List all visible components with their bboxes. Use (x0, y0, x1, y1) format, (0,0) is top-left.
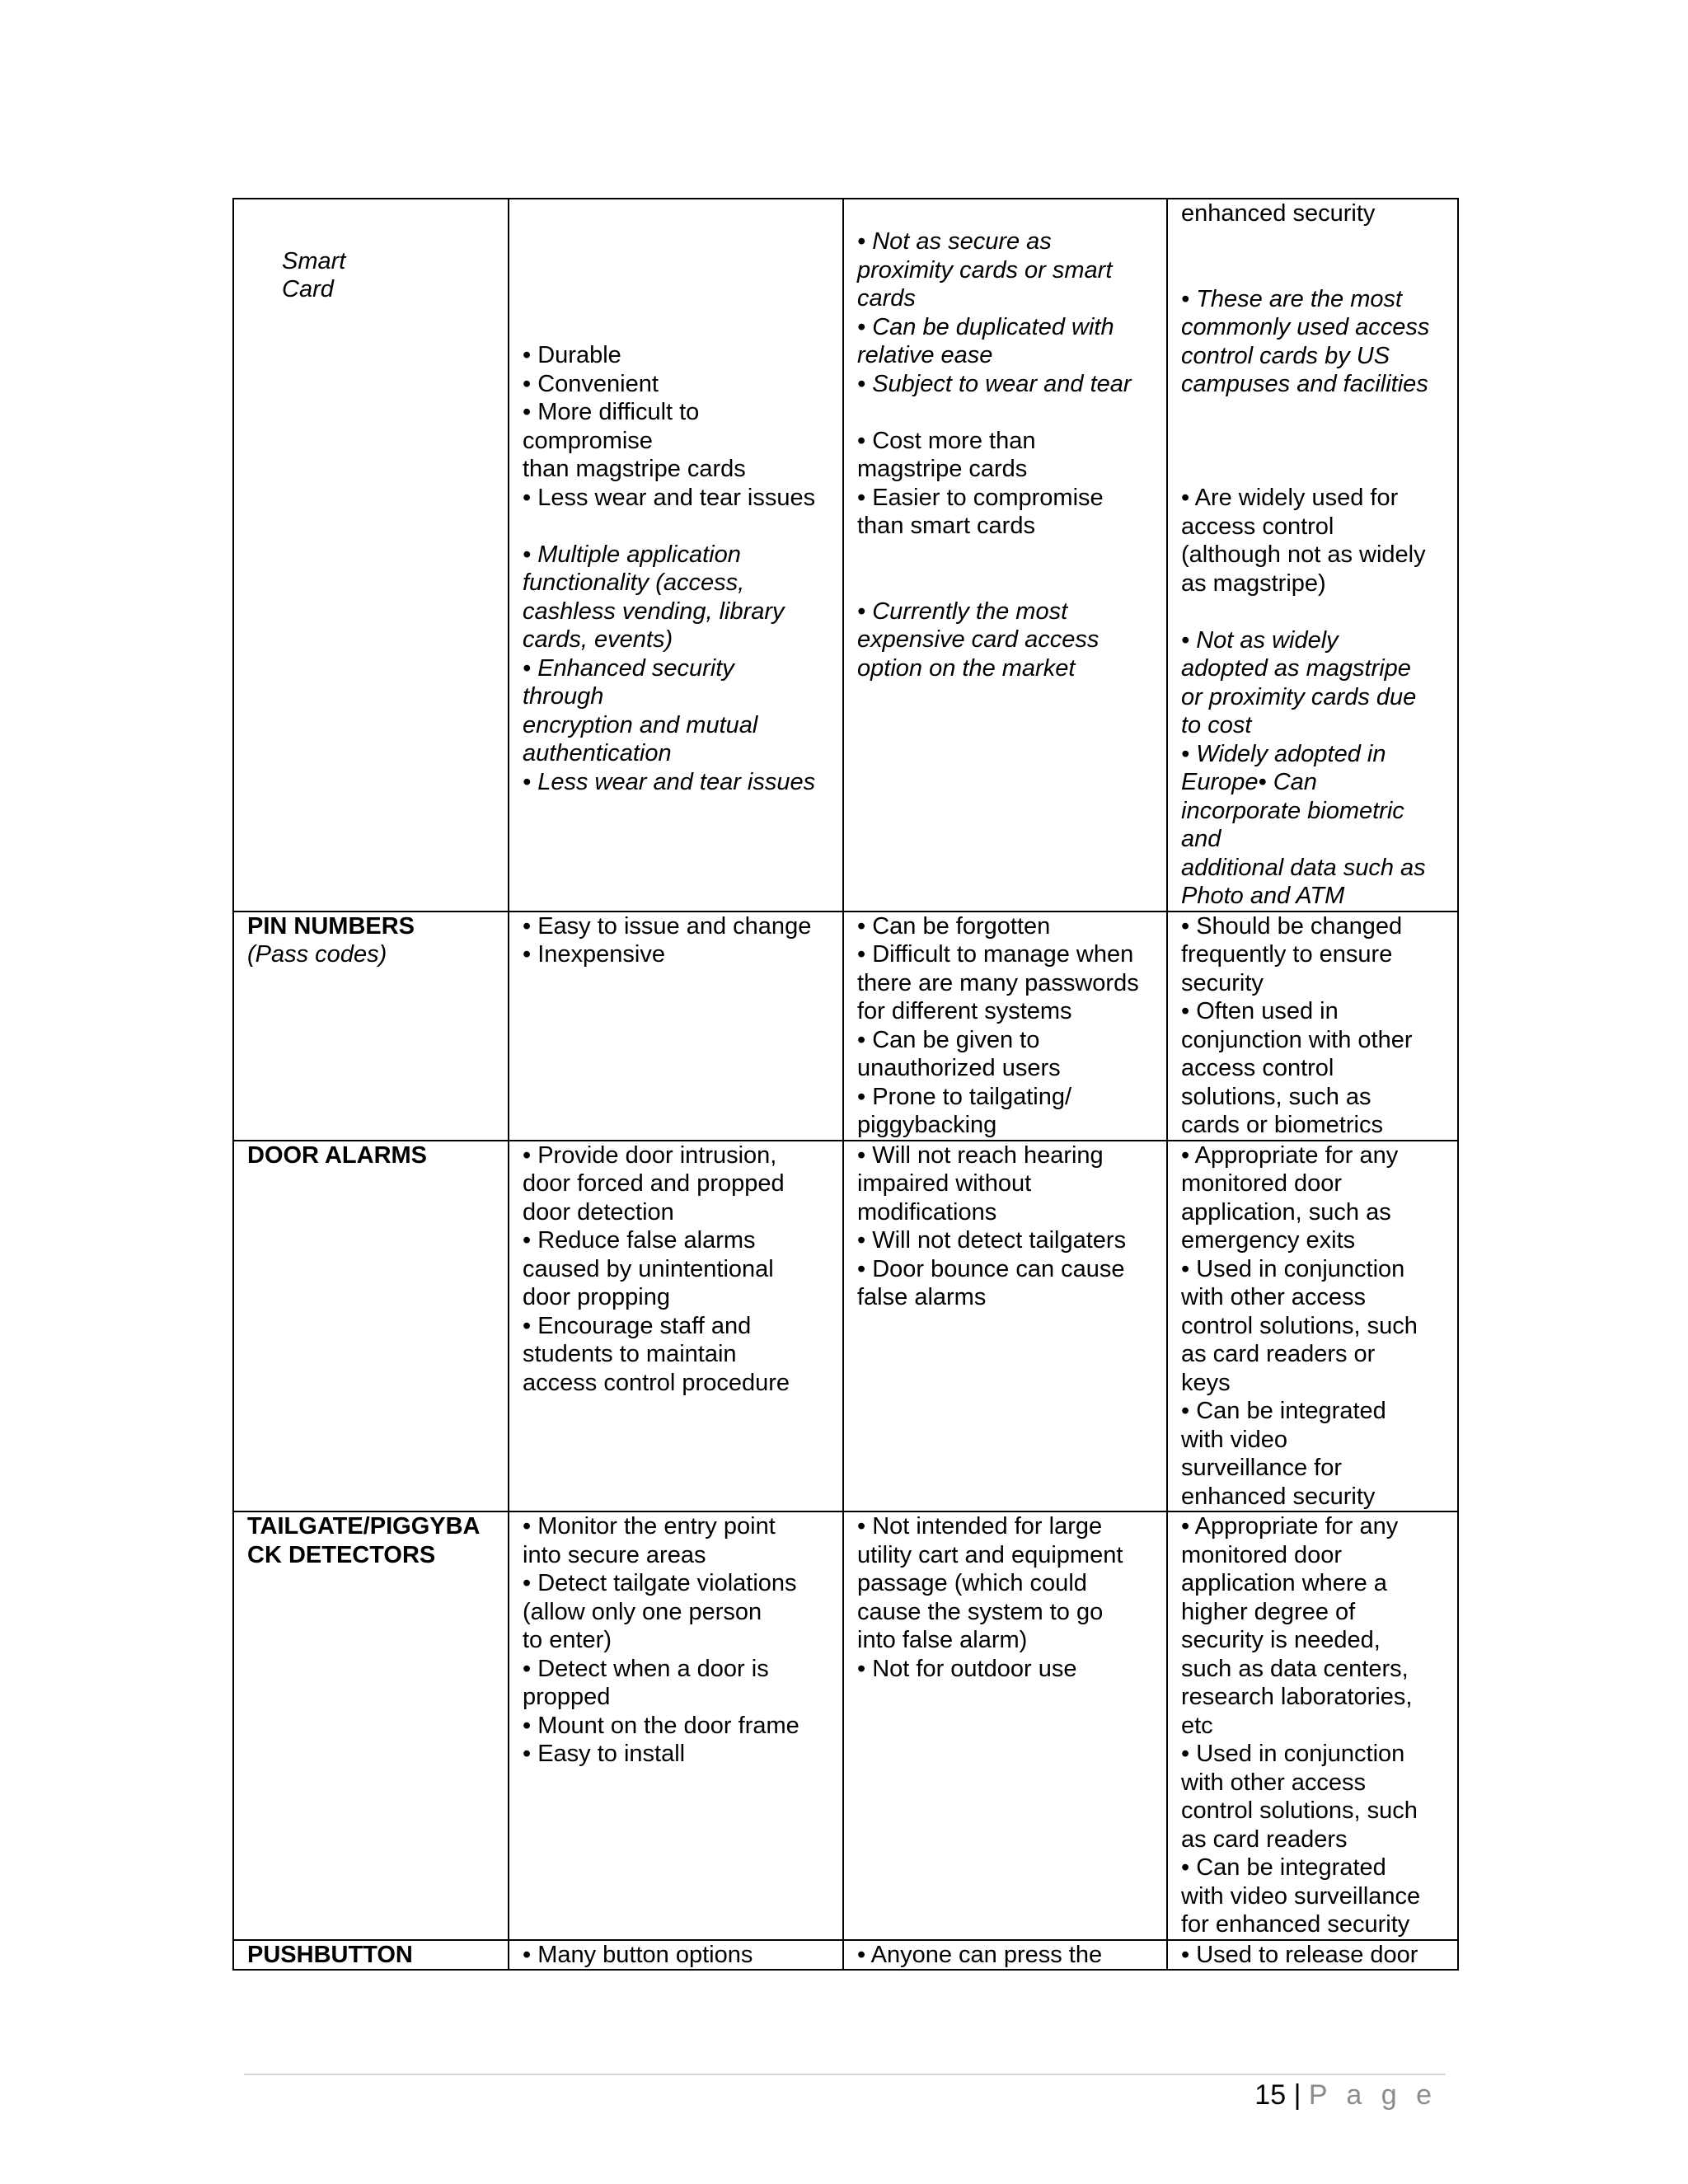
cell-line: cashless vending, library (523, 598, 785, 625)
cell-line: impaired without (857, 1170, 1032, 1197)
cell-line: monitored door (1181, 1170, 1343, 1197)
cell-line: • Anyone can press the (857, 1941, 1103, 1968)
row-label: Smart (282, 247, 346, 274)
cell-line: encryption and mutual (523, 711, 758, 738)
cell-line: • Less wear and tear issues (523, 484, 816, 511)
cell-line: compromise (523, 427, 653, 454)
cell-line: • Cost more than (857, 427, 1036, 454)
cell-line: for enhanced security (1181, 1911, 1410, 1938)
cell-line: functionality (access, (523, 569, 745, 596)
cell-line: control solutions, such (1181, 1312, 1418, 1339)
cell-line: • Will not detect tailgaters (857, 1227, 1127, 1254)
cell-line: • Subject to wear and tear (857, 370, 1132, 397)
cell-line: keys (1181, 1369, 1231, 1396)
advantages-cell (509, 1940, 843, 1971)
cell-line: • More difficult to (523, 399, 700, 425)
cell-line: piggybacking (857, 1112, 997, 1138)
notes-cell (1167, 1511, 1458, 1940)
cell-line: access control procedure (523, 1369, 790, 1396)
cell-line: utility cart and equipment (857, 1541, 1123, 1568)
cell-line (1181, 598, 1446, 626)
cell-line: proximity cards or smart (857, 256, 1113, 284)
cell-line: door detection (523, 1198, 674, 1226)
cell-line: enhanced security (1181, 1483, 1376, 1510)
cell-line: option on the market (857, 654, 1076, 682)
disadvantages-cell (843, 199, 1167, 912)
cell-line: as card readers or (1181, 1341, 1376, 1367)
cell-line: • Convenient (523, 370, 659, 397)
row-label-cell (233, 1940, 509, 1971)
cell-line: door propping (523, 1284, 670, 1310)
cell-line: • Often used in (1181, 998, 1339, 1024)
cell-line: commonly used access (1181, 314, 1430, 340)
cell-line: control cards by US (1181, 342, 1390, 369)
cell-line: or proximity cards due (1181, 683, 1417, 710)
cell-line: • Easier to compromise (857, 484, 1104, 511)
footer-separator: | (1293, 2079, 1301, 2111)
cell-line: • Door bounce can cause (857, 1255, 1125, 1282)
cell-line: • Not intended for large (857, 1513, 1103, 1540)
cell-line: to enter) (523, 1627, 612, 1653)
row-label: PIN NUMBERS (247, 912, 415, 940)
cell-line: • Mount on the door frame (523, 1712, 799, 1739)
table-row (233, 1511, 1458, 1940)
notes-cell (1167, 912, 1458, 1141)
cell-line: application where a (1181, 1570, 1387, 1596)
cell-line: modifications (857, 1198, 997, 1226)
cell-line: • Currently the most (857, 598, 1068, 625)
cell-line: door forced and propped (523, 1170, 785, 1197)
table-row (233, 1141, 1458, 1512)
cell-line: • Less wear and tear issues (523, 768, 816, 795)
cell-line: • Not as widely (1181, 626, 1339, 654)
row-label-cell (233, 912, 509, 1141)
cell-line: • Appropriate for any (1181, 1141, 1399, 1169)
cell-line: surveillance for (1181, 1455, 1343, 1481)
cell-line (1181, 256, 1446, 285)
table-row (233, 199, 1458, 912)
cell-line: • Used in conjunction (1181, 1255, 1405, 1282)
cell-line: cards (857, 285, 916, 312)
cell-line: • Used to release door (1181, 1941, 1418, 1968)
cell-line (857, 398, 1155, 427)
cell-line: such as data centers, (1181, 1655, 1409, 1682)
row-label: PUSHBUTTON (247, 1941, 413, 1968)
cell-line: adopted as magstripe (1181, 655, 1411, 682)
cell-line: cards or biometrics (1181, 1112, 1383, 1138)
cell-line: false alarms (857, 1284, 987, 1310)
cell-line: Europe• Can (1181, 769, 1317, 795)
cell-line: • Can be given to (857, 1026, 1040, 1053)
cell-line: • Reduce false alarms (523, 1227, 756, 1254)
cell-line: students to maintain (523, 1341, 737, 1367)
cell-line: • Can be forgotten (857, 912, 1051, 940)
cell-line: expensive card access (857, 626, 1100, 653)
advantages-cell (509, 1511, 843, 1940)
notes-cell (1167, 1141, 1458, 1512)
cell-line: with other access (1181, 1284, 1367, 1310)
cell-line: • These are the most (1181, 285, 1403, 312)
cell-line: through (523, 683, 604, 710)
cell-line: caused by unintentional (523, 1255, 774, 1282)
cell-line: etc (1181, 1712, 1213, 1739)
cell-line: • Not for outdoor use (857, 1655, 1077, 1682)
cell-line: security is needed, (1181, 1627, 1381, 1653)
cell-line: into secure areas (523, 1541, 706, 1568)
cell-line: • Appropriate for any (1181, 1513, 1399, 1540)
cell-line: • Not as secure as (857, 228, 1052, 255)
cell-line: • Inexpensive (523, 941, 665, 968)
cell-line: • Detect tailgate violations (523, 1570, 797, 1596)
cell-line: there are many passwords (857, 969, 1139, 996)
table-row (233, 1940, 1458, 1971)
cell-line (857, 569, 1155, 598)
cell-line: • Can be integrated (1181, 1398, 1386, 1424)
cell-line: application, such as (1181, 1198, 1391, 1226)
disadvantages-cell (843, 1141, 1167, 1512)
page-footer (1254, 2079, 1437, 2111)
cell-line: access control (1181, 513, 1334, 540)
row-label: DOOR ALARMS (247, 1141, 428, 1169)
cell-line: control solutions, such (1181, 1797, 1418, 1824)
cell-line (1181, 228, 1446, 257)
footer-divider (244, 2074, 1446, 2075)
cell-line: security (1181, 969, 1264, 996)
row-label-cell (233, 199, 509, 912)
cell-line: magstripe cards (857, 456, 1028, 482)
cell-line (1181, 456, 1446, 485)
page-word: P a g e (1308, 2079, 1437, 2111)
cell-line: • Many button options (523, 1941, 753, 1968)
cell-line: research laboratories, (1181, 1684, 1413, 1710)
cell-line: as magstripe) (1181, 569, 1326, 597)
cell-line: • Should be changed (1181, 912, 1403, 940)
cell-line: solutions, such as (1181, 1083, 1372, 1110)
cell-line: • Detect when a door is (523, 1655, 769, 1682)
cell-line: with video surveillance (1181, 1882, 1421, 1910)
cell-line: (allow only one person (523, 1598, 762, 1625)
cell-line (1181, 427, 1446, 456)
table-row (233, 912, 1458, 1141)
cell-line: and (1181, 826, 1221, 852)
cell-line: with other access (1181, 1769, 1367, 1796)
cell-line: than smart cards (857, 513, 1035, 539)
cell-line: • Easy to install (523, 1741, 686, 1767)
notes-cell (1167, 1940, 1458, 1971)
cell-line: • Widely adopted in (1181, 740, 1386, 767)
cell-line: with video (1181, 1426, 1287, 1453)
cell-line: unauthorized users (857, 1055, 1061, 1081)
cell-line: access control (1181, 1055, 1334, 1081)
cell-line (1181, 399, 1446, 428)
cell-line: authentication (523, 740, 672, 766)
access-control-comparison-table (232, 198, 1459, 1971)
cell-line: • Monitor the entry point (523, 1513, 776, 1540)
cell-line: • Are widely used for (1181, 485, 1399, 511)
row-label: TAILGATE/PIGGYBA (247, 1513, 481, 1540)
cell-line: • Can be duplicated with (857, 313, 1114, 340)
cell-line: for different systems (857, 998, 1072, 1024)
row-sublabel: (Pass codes) (247, 941, 387, 968)
cell-line: additional data such as (1181, 854, 1426, 881)
cell-line: • Will not reach hearing (857, 1141, 1104, 1169)
cell-line: than magstripe cards (523, 456, 746, 482)
cell-line: frequently to ensure (1181, 941, 1393, 968)
cell-line: campuses and facilities (1181, 371, 1428, 397)
cell-line: • Easy to issue and change (523, 912, 812, 940)
cell-line: propped (523, 1684, 611, 1710)
cell-line: • Difficult to manage when (857, 941, 1134, 968)
cell-line: enhanced security (1181, 200, 1376, 227)
cell-line: • Used in conjunction (1181, 1741, 1405, 1767)
cell-line: conjunction with other (1181, 1026, 1413, 1053)
disadvantages-cell (843, 1511, 1167, 1940)
cell-line: monitored door (1181, 1541, 1343, 1568)
advantages-cell (509, 912, 843, 1141)
advantages-cell (509, 199, 843, 912)
row-label-cell (233, 1511, 509, 1940)
cell-line: incorporate biometric (1181, 797, 1404, 824)
cell-line: • Multiple application (523, 541, 741, 568)
cell-line: into false alarm) (857, 1627, 1028, 1653)
row-label-cell (233, 1141, 509, 1512)
cell-line: to cost (1181, 712, 1252, 738)
notes-cell (1167, 199, 1458, 912)
cell-line: (although not as widely (1181, 541, 1426, 568)
disadvantages-cell (843, 1940, 1167, 1971)
page-number: 15 (1254, 2079, 1287, 2111)
cell-line: as card readers (1181, 1825, 1348, 1853)
row-label: CK DETECTORS (247, 1541, 436, 1568)
disadvantages-cell (843, 912, 1167, 1141)
cell-line: cause the system to go (857, 1598, 1104, 1625)
cell-line: relative ease (857, 342, 993, 368)
cell-line: • Enhanced security (523, 654, 734, 682)
cell-line: • Durable (523, 342, 621, 368)
row-label: Card (282, 276, 334, 302)
cell-line (523, 512, 831, 541)
cell-line: • Encourage staff and (523, 1312, 752, 1339)
cell-line (857, 541, 1155, 569)
cell-line: Photo and ATM (1181, 883, 1345, 909)
cell-line: passage (which could (857, 1570, 1087, 1596)
cell-line: emergency exits (1181, 1227, 1356, 1254)
cell-line: • Provide door intrusion, (523, 1141, 777, 1169)
cell-line: higher degree of (1181, 1598, 1356, 1625)
cell-line: • Prone to tailgating/ (857, 1083, 1072, 1110)
cell-line: cards, events) (523, 626, 673, 653)
advantages-cell (509, 1141, 843, 1512)
cell-line: • Can be integrated (1181, 1854, 1386, 1881)
